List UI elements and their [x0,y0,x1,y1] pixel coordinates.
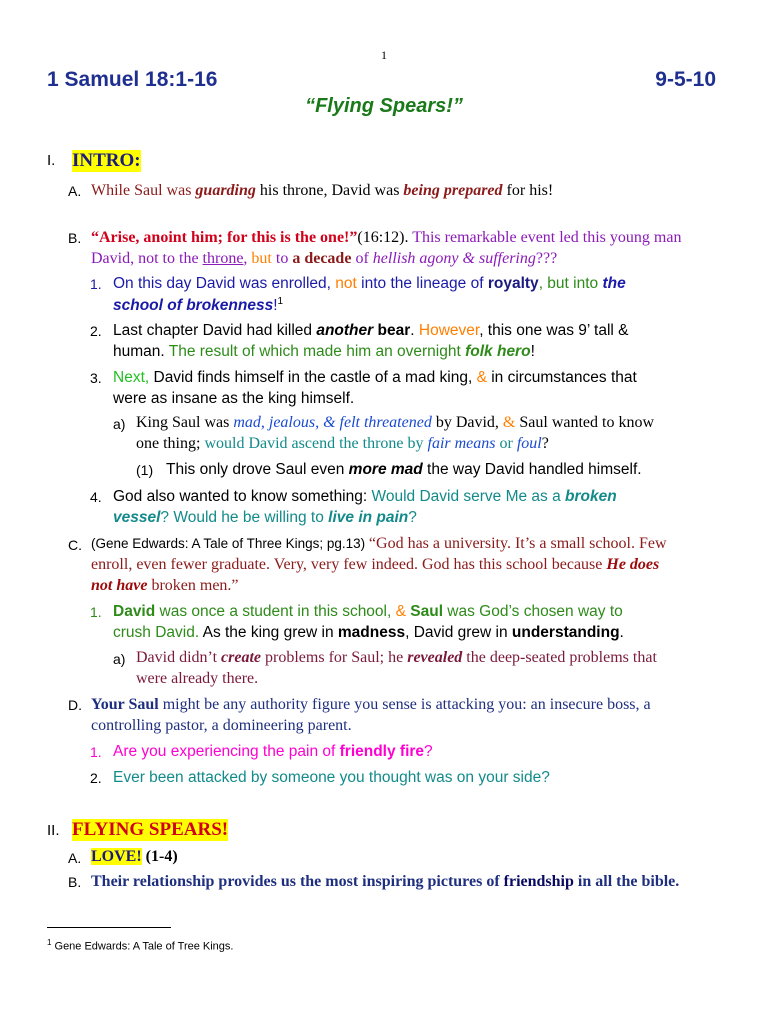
item-C-marker: C. [68,537,82,553]
item-B3a1-marker: (1) [136,462,154,478]
item-C1-marker: 1. [90,604,102,620]
item-D1-marker: 1. [90,744,102,760]
item-C1-line-1: David was once a student in this school, & Saul was God’s chosen way to [113,603,623,620]
page-number: 1 [381,48,387,62]
item-D-line-1: Your Saul might be any authority figure you sense is attacking you: an insecure boss, a [91,696,651,713]
item-IIB-text: Their relationship provides us the most inspiring pictures of friendship in all the bible. [91,873,680,890]
item-B4-line-2: vessel? Would he be willing to live in pain? [113,509,417,526]
item-B-line-1: “Arise, anoint him; for this is the one!”(16:12). This remarkable event led this young man [91,229,682,246]
item-B4-marker: 4. [90,489,102,505]
item-D2-text: Ever been attacked by someone you thought was on your side? [113,769,550,786]
item-C-line-2: enroll, even fewer graduate. Very, very few indeed. God has this school because He does [91,556,660,573]
sermon-date: 9-5-10 [655,68,716,91]
item-B-marker: B. [68,230,82,246]
item-B-line-2: David, not to the throne, but to a decade of hellish agony & suffering??? [91,250,558,267]
item-B3-line-1: Next, David finds himself in the castle of a mad king, & in circumstances that [113,369,637,386]
section-1-heading: INTRO: [72,150,141,171]
footnote-divider [47,927,171,928]
item-B1-marker: 1. [90,276,102,292]
item-C-line-1: (Gene Edwards: A Tale of Three Kings; pg.13) “God has a university. It’s a small school. Few [91,535,667,552]
section-2-number: II. [47,822,60,839]
item-B1-line-1: On this day David was enrolled, not into the lineage of royalty, but into the [113,275,626,292]
item-C1a-line-1: David didn’t create problems for Saul; he revealed the deep-seated problems that [136,649,657,666]
item-B2-line-1: Last chapter David had killed another bear. However, this one was 9’ tall & [113,322,629,339]
item-B2-marker: 2. [90,323,102,339]
item-B3a-line-2: one thing; would David ascend the throne by fair means or foul? [136,435,549,452]
item-B1-line-2: school of brokenness!$^1$ [113,296,284,315]
item-B2-line-2: human. The result of which made him an overnight folk hero! [113,343,535,360]
item-B4-line-1: God also wanted to know something: Would David serve Me as a broken [113,488,617,505]
item-A-text: While Saul was guarding his throne, David was being prepared for his! [91,182,554,199]
sermon-title: “Flying Spears!” [305,95,463,117]
item-IIB-marker: B. [68,874,82,890]
item-C1a-marker: a) [113,651,126,667]
section-2-heading: FLYING SPEARS! [72,819,229,840]
item-D-marker: D. [68,697,82,713]
item-C1-line-2: crush David. As the king grew in madness, David grew in understanding. [113,624,624,641]
item-B3-line-2: were as insane as the king himself. [113,390,355,407]
section-1-number: I. [47,152,56,169]
item-D2-marker: 2. [90,770,102,786]
footnote: $^1$ Gene Edwards: A Tale of Tree Kings. [47,938,234,953]
item-IIA-marker: A. [68,850,82,866]
item-B3-marker: 3. [90,370,102,386]
item-C-line-3: not have broken men.” [91,577,239,594]
item-A-marker: A. [68,183,82,199]
item-B3a1-text: This only drove Saul even more mad the way David handled himself. [166,461,642,478]
item-B3a-marker: a) [113,416,126,432]
item-IIA-text: LOVE! (1-4) [91,848,178,865]
scripture-reference: 1 Samuel 18:1-16 [47,68,218,91]
item-B3a-line-1: King Saul was mad, jealous, & felt threatened by David, & Saul wanted to know [136,414,655,431]
item-D1-text: Are you experiencing the pain of friendly fire? [113,743,433,760]
item-D-line-2: controlling pastor, a domineering parent. [91,717,352,734]
item-C1a-line-2: were already there. [136,670,259,687]
